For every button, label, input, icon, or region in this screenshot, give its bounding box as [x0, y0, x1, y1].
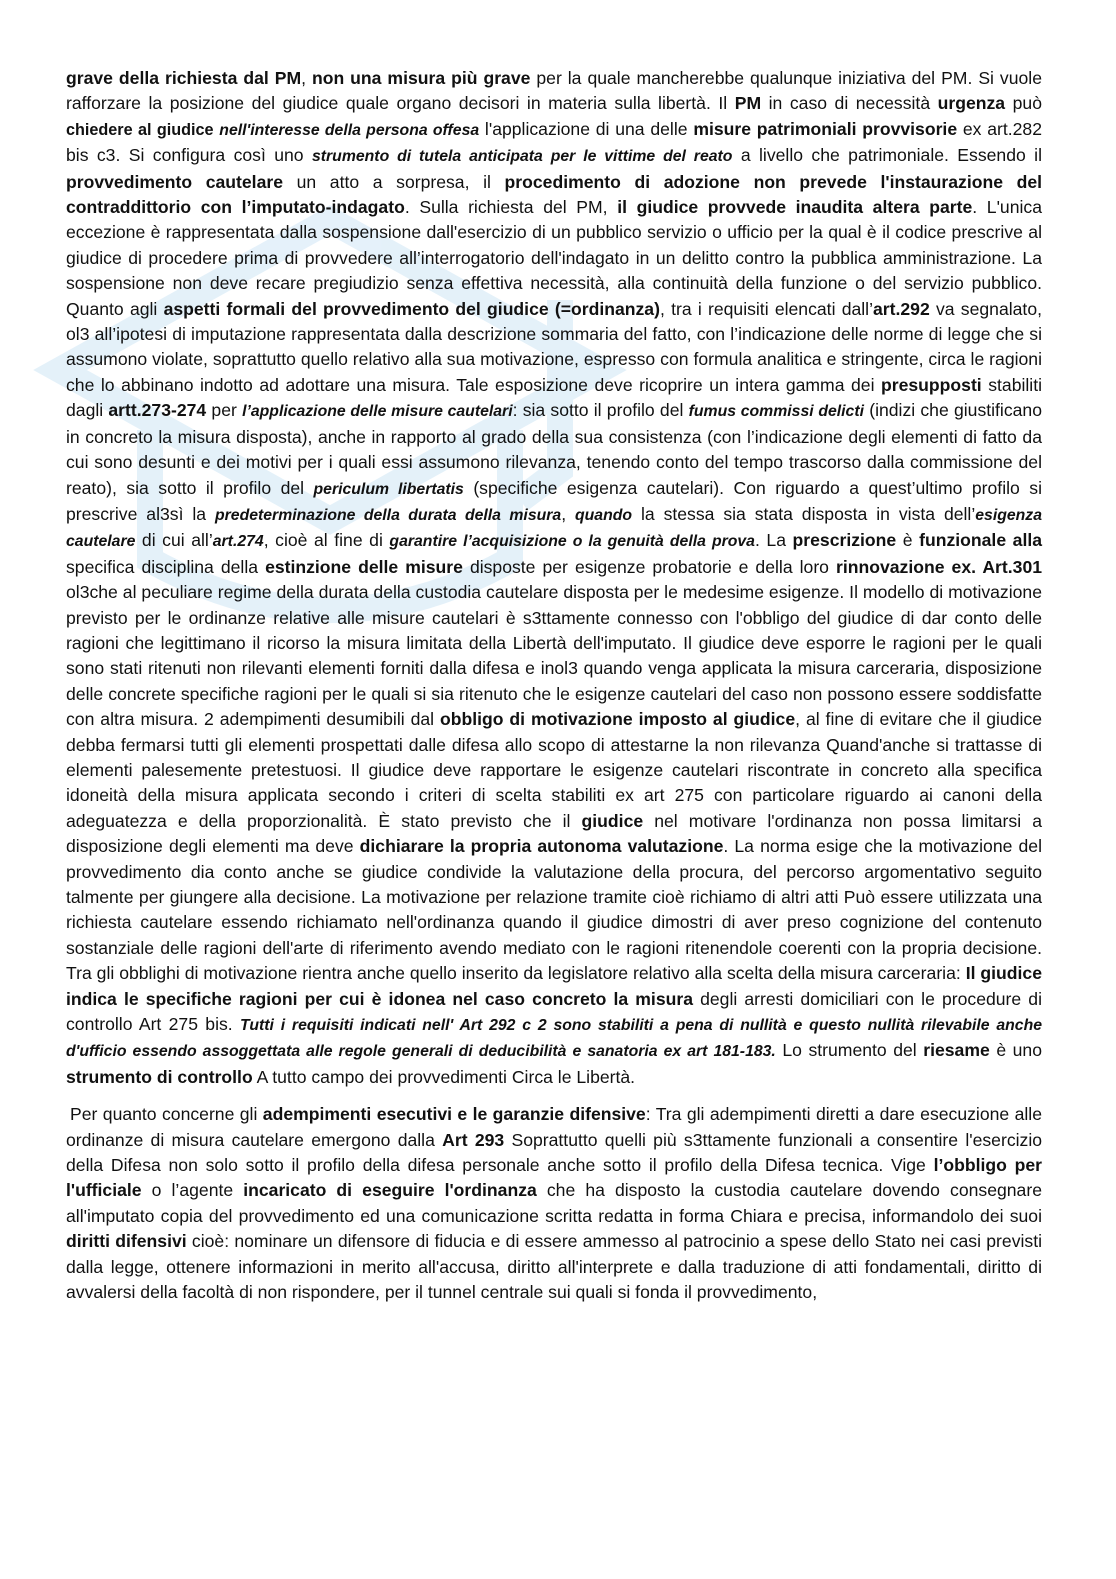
emphasized-text: aspetti formali del provvedimento del giudice (=ordinanza) — [163, 298, 660, 319]
body-text: degli arresti domiciliari con le procedure di controllo Art 275 bis. — [66, 988, 1042, 1035]
emphasized-text: esigenza cautelare — [66, 506, 1042, 551]
body-text: ex art.282 bis c3. Si configura così uno — [66, 118, 1043, 166]
emphasized-text: il giudice provvede inaudita altera parte — [617, 197, 973, 218]
body-text: di cui all’ — [135, 530, 213, 551]
emphasized-text: periculum libertatis — [313, 480, 464, 498]
emphasized-text: rinnovazione ex. Art.301 — [836, 556, 1043, 577]
body-text: in caso di necessità — [761, 93, 938, 114]
emphasized-text: Art 293 — [442, 1129, 505, 1150]
body-text: va segnalato, ol3 all’ipotesi di imputazione rappresentata dalla descrizione sommaria del fatto, con l’indicazione delle norme di legge che si assumono violate, soprattutto quello relativo alla sua motivazione, espresso con formula analitica e stringente, circa le ragioni che lo abbinano indotto ad adottare una misura. Tale esposizione deve ricoprire un intera gamma dei — [66, 298, 1042, 395]
emphasized-text: PM — [734, 93, 762, 114]
emphasized-text: misure patrimoniali provvisorie — [693, 118, 958, 139]
body-text: . La norma esige che la motivazione del provvedimento dia conto anche se giudice condivide la valutazione della procura, del percorso argomentativo seguito talmente per giungere alla decisione. La motivazione per relazione tramite cioè richiamo di altri atti Può essere utilizzata una richiesta cautelare essendo richiamato nell'ordinanza quando il giudice dimostri di aver preso cognizione del contenuto sostanziale delle ragioni dell'arte di riferimento avendo mediato con le ragioni ritenendole coerenti con la propria decisione. Tra gli obblighi di motivazione rientra anche quello inserito da legislatore relativo alla scelta della misura carceraria: — [66, 836, 1042, 984]
body-text: (indizi che giustificano in concreto la misura disposta), anche in rapporto al grado della sua consistenza (con l’indicazione degli elementi di fatto da cui sono desunti e dei motivi per i quali essi assumono rilevanza, tenendo conto del tempo trascorso dalla commissione del reato), sia sotto il profilo del — [66, 400, 1042, 498]
emphasized-text: l’obbligo per l'ufficiale — [66, 1155, 1042, 1201]
emphasized-text: Tutti i requisiti indicati nell' Art 292 c 2 sono stabiliti a pena di nullità e questo nullità rilevabile anche d'ufficio essendo assoggettata alle regole generali di deducibilità e sanatoria ex art 181-183. — [66, 1017, 1043, 1061]
emphasized-text: l’applicazione delle misure cautelari — [242, 403, 513, 421]
paragraph-1 — [66, 66, 1042, 1090]
body-text: , cioè al fine di — [263, 530, 390, 551]
body-text: : sia sotto il profilo del — [512, 400, 689, 421]
emphasized-text: fumus commissi delicti — [688, 403, 864, 421]
emphasized-text: adempimenti esecutivi e le garanzie difensive — [262, 1104, 646, 1125]
emphasized-text: urgenza — [937, 93, 1006, 114]
emphasized-text: strumento di tutela anticipata per le vittime del reato — [311, 148, 733, 166]
emphasized-text: predeterminazione della durata della misura — [214, 506, 562, 524]
body-text: per la quale mancherebbe qualunque iniziativa del PM. Si vuole rafforzare la posizione del giudice quale organo decisori in materia sulla libertà. Il — [66, 68, 1042, 114]
body-text: o l’agente — [141, 1180, 244, 1201]
body-text: . L'unica eccezione è rappresentata dalla sospensione dall'esercizio di un pubblico servizio o ufficio per la qual è il codice prescrive al giudice di procedere prima di provvedere all’interrogatorio dell'indagato in un delitto contro la pubblica amministrazione. La sospensione non deve recare pregiudizio senza effettiva necessità, alla continuità della funzione o del servizio pubblico. Quanto agli — [66, 197, 1042, 319]
emphasized-text: Il giudice indica le specifiche ragioni per cui è idonea nel caso concreto la misura — [66, 963, 1042, 1009]
emphasized-text: incaricato di eseguire l'ordinanza — [243, 1180, 537, 1201]
body-text: la stessa sia stata disposta in vista dell’ — [632, 503, 976, 524]
body-text: Per quanto concerne gli — [70, 1104, 263, 1125]
emphasized-text: non una misura più grave — [311, 68, 531, 88]
body-text: a livello che patrimoniale. Essendo il — [732, 145, 1042, 166]
emphasized-text: chiedere al giudice — [66, 120, 214, 139]
body-text: l'applicazione di una delle — [479, 118, 694, 139]
body-text: stabiliti dagli — [66, 374, 1042, 421]
emphasized-text: procedimento di adozione non prevede l'instaurazione del contraddittorio con l’imputato-indagato — [66, 171, 1043, 218]
emphasized-text: quando — [575, 506, 633, 524]
body-text: Lo strumento del — [775, 1040, 924, 1061]
body-text: , — [561, 503, 575, 524]
body-text: , — [301, 68, 312, 88]
paragraph-2 — [66, 1102, 1042, 1305]
emphasized-text: diritti difensivi — [66, 1231, 187, 1252]
body-text: (specifiche esigenza cautelari). Con riguardo a quest’ultimo profilo si prescrive al3sì la — [66, 477, 1042, 524]
body-text: A tutto campo dei provvedimenti Circa le Libertà. — [252, 1066, 636, 1087]
emphasized-text: dichiarare la propria autonoma valutazione — [359, 836, 724, 857]
document-page — [66, 66, 1042, 1306]
body-text: per — [206, 400, 243, 421]
emphasized-text: grave della richiesta dal PM — [66, 68, 302, 88]
body-text: , tra i requisiti elencati dall’ — [659, 298, 874, 319]
emphasized-text: garantire l’acquisizione o la genuità della prova — [389, 533, 755, 551]
body-text: nel motivare l'ordinanza non possa limitarsi a disposizione degli elementi ma deve — [66, 810, 1043, 857]
body-text: : Tra gli adempimenti diretti a dare esecuzione alle ordinanze di misura cautelare emergono dalla — [66, 1104, 1042, 1150]
body-text: ol3che al peculiare regime della durata della custodia cautelare disposta per le medesime esigenze. Il modello di motivazione previsto per le ordinanze relative alle misure cautelari è s3ttamente connesso con l'obbligo del giudice di dar conto delle ragioni che legittimano il ricorso la misura limitata della Libertà dell'imputato. Il giudice deve esporre le ragioni per le quali sono stati ritenuti non rilevanti elementi forniti dalla difesa e inol3 quando venga applicata la misura carceraria, disposizione delle concrete specifiche ragioni per le quali si sia ritenuto che le esigenze cautelari del caso non possono essere soddisfatte con altra misura. 2 adempimenti desumibili dal — [66, 582, 1042, 730]
body-text: che ha disposto la custodia cautelare dovendo consegnare all'imputato copia del provvedimento ed una comunicazione scritta redatta in forma Chiara e precisa, informandolo dei suoi — [66, 1180, 1042, 1226]
body-text: specifica disciplina della — [66, 556, 266, 577]
emphasized-text: art.292 — [873, 298, 930, 319]
emphasized-text: provvedimento cautelare — [66, 171, 283, 192]
emphasized-text: obbligo di motivazione imposto al giudice — [439, 709, 796, 730]
emphasized-text: estinzione delle misure — [265, 556, 463, 577]
body-text: un atto a sorpresa, il — [283, 171, 505, 192]
body-text: Soprattutto quelli più s3ttamente funzionali a consentire l'esercizio della Difesa non solo sotto il profilo della difesa personale anche sotto il profilo della Difesa tecnica. Vige — [66, 1129, 1043, 1176]
emphasized-text: artt.273-274 — [108, 400, 207, 421]
emphasized-text: prescrizione — [792, 530, 897, 551]
emphasized-text: giudice — [581, 810, 644, 831]
body-text: disposte per esigenze probatorie e della loro — [462, 556, 836, 577]
emphasized-text: nell'interesse della persona offesa — [219, 121, 480, 139]
emphasized-text: funzionale alla — [919, 530, 1043, 551]
body-text: può — [1005, 93, 1042, 114]
body-text: è — [896, 530, 920, 551]
body-text: , al fine di evitare che il giudice debba fermarsi tutti gli elementi prospettati dalle difesa allo scopo di attestarne la non rilevanza Quand'anche si trattasse di elementi palesemente pretestuosi. Il giudice deve rapportare le esigenze cautelari riscontrate in concreto alla specifica idoneità della misura applicata secondo i criteri di scelta stabiliti ex art 275 con particolare riguardo ai canoni della adeguatezza e della proporzionalità. È stato previsto che il — [66, 709, 1043, 831]
emphasized-text: riesame — [923, 1040, 990, 1061]
emphasized-text: presupposti — [881, 374, 982, 395]
body-text: . Sulla richiesta del PM, — [404, 197, 618, 218]
body-text: cioè: nominare un difensore di fiducia e di essere ammesso al patrocinio a spese dello Stato nei casi previsti dalla legge, ottenere informazioni in merito all'accusa, diritto all'interprete e dalla traduzione di atti fondamentali, diritto di avvalersi della facoltà di non rispondere, per il tunnel centrale sui quali si fonda il provvedimento, — [66, 1231, 1042, 1303]
emphasized-text: strumento di controllo — [66, 1066, 253, 1087]
emphasized-text: art.274 — [212, 533, 264, 551]
body-text: è uno — [989, 1040, 1042, 1061]
body-text: . La — [754, 530, 793, 551]
